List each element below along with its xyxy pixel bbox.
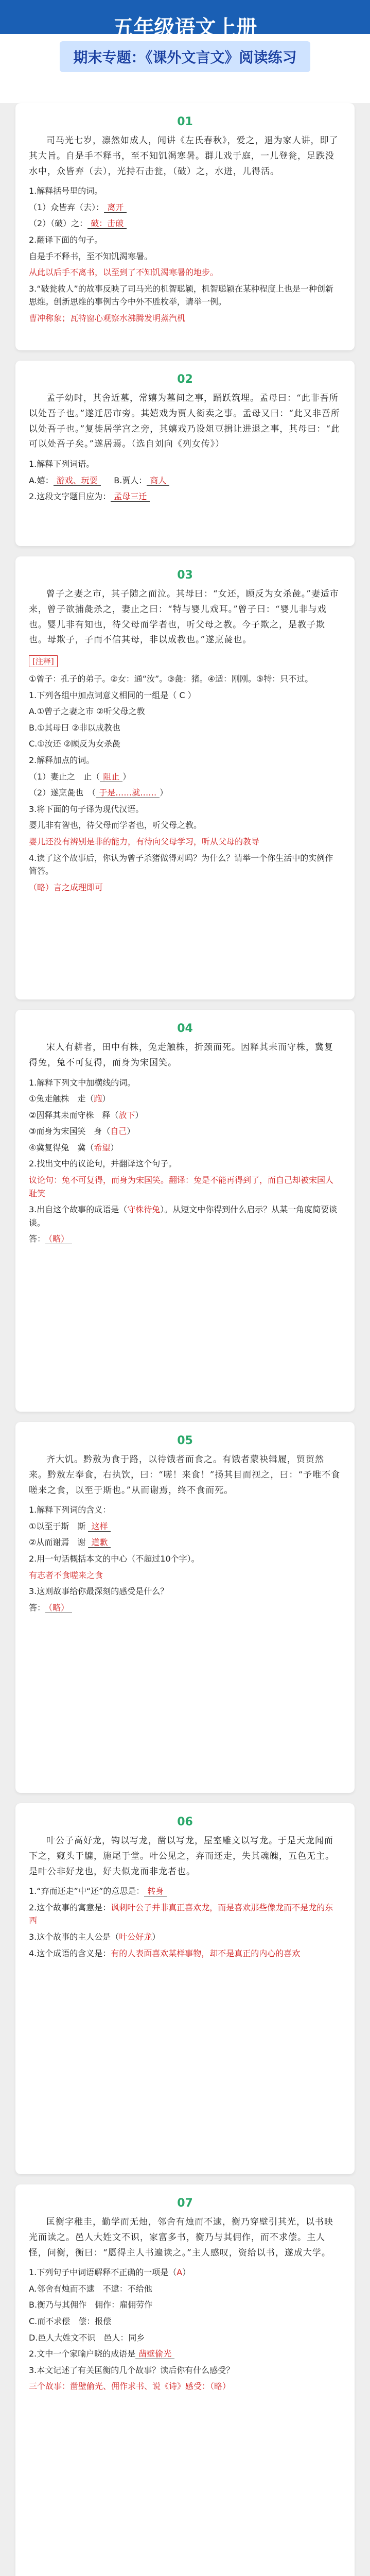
question-04-2: 2.找出文中的议论句，并翻译这个句子。 xyxy=(29,1159,177,1169)
question-06-2: 2.这个故事的寓意是：讽刺叶公子并非真正喜欢龙，而是喜欢那些像龙而不是龙的东西 xyxy=(29,1902,333,1926)
option-07-1b: B.衡乃与其佣作 佣作：雇佣劳作 xyxy=(29,2300,153,2310)
question-06-3: 3.这个故事的主人公是（叶公好龙） xyxy=(29,1932,161,1942)
question-03-2: 2.解释加点的词。 xyxy=(29,755,95,765)
question-06-4: 4.这个成语的含义是：有的人表面喜欢某样事物，却不是真正的内心的喜欢 xyxy=(29,1948,301,1958)
answer-05-3: 答： （略） xyxy=(29,1601,341,1615)
question-01-3: 3.“破瓮救人”的故事反映了司马光的机智聪颖，机智聪颖在某种程度上也是一种创新思维。创新思维的事例古今中外不胜枚举，请举一例。 xyxy=(29,283,333,307)
question-07-3: 3.本文记述了有关匡衡的几个故事？读后你有什么感受？ xyxy=(29,2365,235,2375)
question-02-1: 1.解释下列词语。 xyxy=(29,459,95,469)
answer-03-4: （略）言之成理即可 xyxy=(29,882,103,892)
option-07-1c: C.而不求偿 偿：报偿 xyxy=(29,2316,112,2327)
question-04-1c: ③而身为宋国笑 身（自己） xyxy=(29,1126,135,1137)
option-07-1a: A.邻舍有烛而不逮 不逮：不给他 xyxy=(29,2283,152,2294)
passage-03: 曾子之妻之市，其子随之而泣。其母曰：“女还，顾反为女杀彘。”妻适市来，曾子欲捕彘杀之，妻止之曰：“特与婴儿戏耳。”曾子曰：“婴儿非与戏也。婴儿非有知也，待父母而学者也，听父母之教。今子欺之，是教子欺也。母欺子，子而不信其母，非以成教也。”遂烹彘也。 xyxy=(29,589,339,646)
answer-05-2: 有志者不食嗟来之食 xyxy=(29,1570,103,1580)
question-05-1: 1.解释下列词的含义： xyxy=(29,1505,111,1515)
card-3 xyxy=(15,556,355,999)
question-02-1-answers: A.嬉： 游戏、玩耍 B.贾人： 商人 xyxy=(29,474,341,487)
header xyxy=(0,0,370,103)
card-5 xyxy=(15,1422,355,1793)
question-03-3: 3.将下面的句子译为现代汉语。 xyxy=(29,804,144,814)
question-03-2a: （1）妻止之 止（ 阻止 ） xyxy=(29,771,131,782)
question-01-1: 1.解释括号里的词。 xyxy=(29,186,103,196)
question-03-1: 1.下列各组中加点词意义相同的一组是（ C ） xyxy=(29,690,196,700)
question-05-1b: ②从而谢焉 谢 道歉 xyxy=(29,1536,341,1549)
note-tag: [注释] xyxy=(29,655,58,667)
section-number-07: 07 xyxy=(177,2197,193,2210)
question-03-4: 4.读了这个故事后，你认为曾子杀猪做得对吗？为什么？请举一个你生活中的实例作简答。 xyxy=(29,853,333,876)
section-number-01: 01 xyxy=(177,115,193,128)
page-title: 五年级语文上册 xyxy=(0,0,370,34)
answer-01-2: 从此以后手不离书，以至到了不知饥渴寒暑的地步。 xyxy=(29,267,219,278)
note-03: ①曾子：孔子的弟子。②女：通“汝”。③彘：猪。④适：刚刚。⑤特：只不过。 xyxy=(29,674,313,684)
passage-06: 叶公子高好龙，钩以写龙，凿以写龙，屋室雕文以写龙。于是天龙闻而下之，窥头于牖，施尾于堂。叶公见之，弃而还走，失其魂魄，五色无主。是叶公非好龙也，好夫似龙而非龙者也。 xyxy=(29,1836,334,1877)
passage-05: 齐大饥。黔敖为食于路，以待饿者而食之。有饿者蒙袂辑履，贸贸然来。黔敖左奉食，右执饮，曰：“嗟！来食！”扬其目而视之，曰：“予唯不食嗟来之食，以至于斯也。”从而谢焉，终不食而死。 xyxy=(29,1454,341,1496)
option-03-1a: A.①曾子之妻之市 ②听父母之教 xyxy=(29,706,145,717)
section-number-05: 05 xyxy=(177,1434,193,1447)
question-03-2b: （2）遂烹彘也 （ 于是……就…… ） xyxy=(29,788,168,798)
question-04-1d: ④冀复得兔 冀（希望） xyxy=(29,1142,119,1153)
question-05-3: 3.这则故事给你最深刻的感受是什么？ xyxy=(29,1586,169,1597)
question-07-2: 2.文中一个家喻户晓的成语是 凿壁偷光 xyxy=(29,2347,341,2361)
card-7 xyxy=(15,2184,355,2576)
question-01-1a: （1）众皆弃（去）： 离开 xyxy=(29,201,341,214)
answer-07-3: 三个故事：凿壁偷光、佣作求书、说《诗》感受：（略） xyxy=(29,2381,231,2392)
card-1 xyxy=(15,103,355,350)
question-03-3-source: 婴儿非有智也，待父母而学者也，听父母之教。 xyxy=(29,820,202,831)
passage-04: 宋人有耕者，田中有株，兔走触株，折颈而死。因释其耒而守株，冀复得兔，兔不可复得，而身为宋国笑。 xyxy=(29,1042,333,1068)
section-number-06: 06 xyxy=(177,1816,193,1828)
section-number-04: 04 xyxy=(177,1022,193,1035)
question-01-1b: （2）（破）之： 破：击破 xyxy=(29,217,341,230)
question-04-1a: ①兔走触株 走（跑） xyxy=(29,1094,111,1104)
answer-03-3: 婴儿还没有辨别是非的能力，有待向父母学习，听从父母的教导 xyxy=(29,836,260,846)
option-03-1b: B.①其母曰 ②非以成教也 xyxy=(29,722,120,733)
card-4 xyxy=(15,1010,355,1412)
card-2 xyxy=(15,361,355,546)
question-06-1: 1.“弃而还走”中“还”的意思是： 转身 xyxy=(29,1885,341,1898)
passage-07: 匡衡字稚圭，勤学而无烛，邻舍有烛而不逮，衡乃穿壁引其光，以书映光而读之。邑人大姓文不识，家富多书，衡乃与其佣作，而不求偿。主人怪，问衡，衡曰：“愿得主人书遍读之。”主人感叹，资给以书，遂成大学。 xyxy=(29,2217,333,2258)
option-07-1d: D.邑人大姓文不识 邑人：同乡 xyxy=(29,2332,145,2343)
answer-04-2: 议论句：兔不可复得，而身为宋国笑。翻译：兔是不能再得到了，而自己却被宋国人耻笑 xyxy=(29,1175,334,1198)
question-01-2-source: 自是手不释书，至不知饥渴寒暑。 xyxy=(29,251,153,261)
section-number-02: 02 xyxy=(177,373,193,386)
question-04-3: 3.出自这个故事的成语是（守株待兔）。从短文中你得到什么启示？从某一角度简要谈谈。 xyxy=(29,1205,338,1228)
option-03-1c: C.①汝还 ②顾反为女杀彘 xyxy=(29,739,121,749)
answer-01-3: 曹冲称象；瓦特窗心观察水沸腾发明蒸汽机 xyxy=(29,313,186,323)
question-04-1: 1.解释下列文中加横线的词。 xyxy=(29,1077,136,1088)
passage-02: 孟子幼时，其舍近墓，常嬉为墓间之事，踊跃筑埋。孟母曰：“此非吾所以处吾子也。”遂迁居市旁。其嬉戏为贾人衒卖之事。孟母又曰：“此又非吾所以处吾子也。”复徙居学宫之旁，其嬉戏乃设俎豆揖让进退之事，其母曰：“此可以处吾子矣。”遂居焉。（选自刘向《列女传》） xyxy=(29,393,340,450)
question-01-2: 2.翻译下面的句子。 xyxy=(29,235,103,245)
question-05-2: 2.用一句话概括本文的中心（不超过10个字）。 xyxy=(29,1554,200,1564)
passage-01: 司马光七岁，凛然如成人，闻讲《左氏春秋》，爱之，退为家人讲，即了其大旨。自是手不释书，至不知饥渴寒暑。群儿戏于庭，一儿登瓮，足跌没水中，众皆弃（去），光持石击瓮，（破）之，水迸，儿得活。 xyxy=(29,135,339,177)
page-subtitle: 期末专题：《课外文言文》阅读练习 xyxy=(60,41,310,72)
question-07-1: 1.下列句子中词语解释不正确的一项是（A） xyxy=(29,2267,191,2278)
question-04-1b: ②因释其耒而守株 释（放下） xyxy=(29,1110,144,1120)
section-number-03: 03 xyxy=(177,569,193,582)
answer-04-3: 答： （略） xyxy=(29,1232,341,1246)
question-05-1a: ①以至于斯 斯 这样 xyxy=(29,1520,341,1533)
card-6 xyxy=(15,1803,355,2174)
question-02-2: 2.这段文字题目应为： 孟母三迁 xyxy=(29,490,341,503)
